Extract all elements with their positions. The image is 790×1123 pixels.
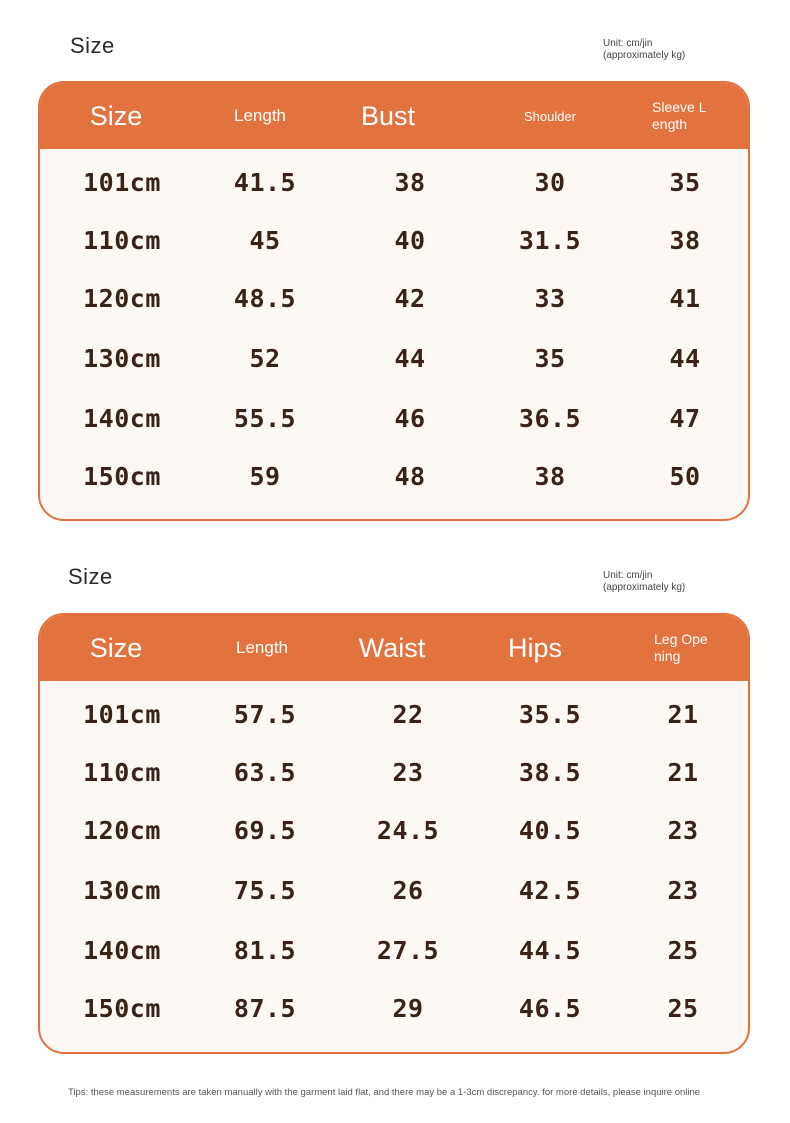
cell-shoulder: 38 [534,461,566,491]
cell-length: 87.5 [233,993,297,1023]
header-size: Size [89,100,143,131]
cell-leg-opening: 21 [667,757,699,787]
cell-size: 140cm [83,935,161,965]
cell-shoulder: 33 [534,283,566,313]
unit-note-top: Unit: cm/jin (approximately kg) [603,38,686,61]
table-row [40,329,748,387]
cell-sleeve-length: 35 [669,167,701,197]
size-table-top [38,81,750,521]
cell-bust: 46 [394,403,426,433]
cell-hips: 46.5 [518,993,582,1023]
cell-size: 110cm [83,757,161,787]
cell-size: 130cm [83,875,161,905]
cell-sleeve-length: 44 [669,343,701,373]
table-row [40,389,748,447]
cell-hips: 42.5 [518,875,582,905]
cell-length: 81.5 [233,935,297,965]
cell-sleeve-length: 47 [669,403,701,433]
cell-leg-opening: 25 [667,935,699,965]
cell-hips: 40.5 [518,815,582,845]
size-table-bottom [38,613,750,1054]
table-row [40,743,748,801]
header-size: Size [89,632,143,663]
cell-length: 45 [249,225,281,255]
cell-length: 75.5 [233,875,297,905]
cell-size: 140cm [83,403,161,433]
cell-hips: 44.5 [518,935,582,965]
section-title-top: Size [70,33,115,58]
cell-shoulder: 30 [534,167,566,197]
cell-length: 63.5 [233,757,297,787]
cell-shoulder: 31.5 [518,225,582,255]
table-row [40,979,748,1037]
cell-leg-opening: 21 [667,699,699,729]
cell-length: 48.5 [233,283,297,313]
cell-size: 101cm [83,167,161,197]
cell-waist: 26 [392,875,424,905]
cell-bust: 40 [394,225,426,255]
cell-length: 69.5 [233,815,297,845]
cell-size: 150cm [83,993,161,1023]
header-leg-opening: Leg Ope ning [654,631,708,664]
cell-bust: 44 [394,343,426,373]
header-waist: Waist [358,632,426,663]
header-shoulder: Shoulder [523,108,577,124]
header-length: Length [236,638,288,657]
table-row [40,447,748,505]
header-hips: Hips [507,632,562,663]
header-bust: Bust [360,100,416,131]
cell-waist: 27.5 [376,935,440,965]
cell-bust: 42 [394,283,426,313]
cell-shoulder: 35 [534,343,566,373]
cell-length: 41.5 [233,167,297,197]
cell-waist: 23 [392,757,424,787]
cell-leg-opening: 23 [667,815,699,845]
cell-bust: 38 [394,167,426,197]
cell-size: 101cm [83,699,161,729]
cell-waist: 22 [392,699,424,729]
unit-note-bottom: Unit: cm/jin (approximately kg) [603,570,686,593]
section-title-bottom: Size [68,564,113,589]
cell-bust: 48 [394,461,426,491]
cell-size: 120cm [83,815,161,845]
cell-length: 52 [249,343,281,373]
cell-size: 130cm [83,343,161,373]
cell-hips: 38.5 [518,757,582,787]
cell-sleeve-length: 50 [669,461,701,491]
cell-leg-opening: 25 [667,993,699,1023]
cell-size: 120cm [83,283,161,313]
cell-length: 59 [249,461,281,491]
cell-hips: 35.5 [518,699,582,729]
cell-length: 57.5 [233,699,297,729]
table-header [40,615,748,681]
cell-size: 110cm [83,225,161,255]
measurement-tips: Tips: these measurements are taken manually with the garment laid flat, and there may be a 1-3cm discrepancy. for more details, please inquire online [68,1087,701,1098]
table-row [40,269,748,327]
cell-leg-opening: 23 [667,875,699,905]
table-row [40,861,748,919]
cell-waist: 29 [392,993,424,1023]
table-row [40,211,748,269]
table-row [40,685,748,743]
cell-length: 55.5 [233,403,297,433]
header-sleeve-length: Sleeve L ength [652,99,706,132]
cell-size: 150cm [83,461,161,491]
table-row [40,921,748,979]
cell-sleeve-length: 38 [669,225,701,255]
cell-shoulder: 36.5 [518,403,582,433]
table-row [40,153,748,211]
cell-waist: 24.5 [376,815,440,845]
table-row [40,801,748,859]
header-length: Length [234,106,286,125]
table-header [40,83,748,149]
cell-sleeve-length: 41 [669,283,701,313]
